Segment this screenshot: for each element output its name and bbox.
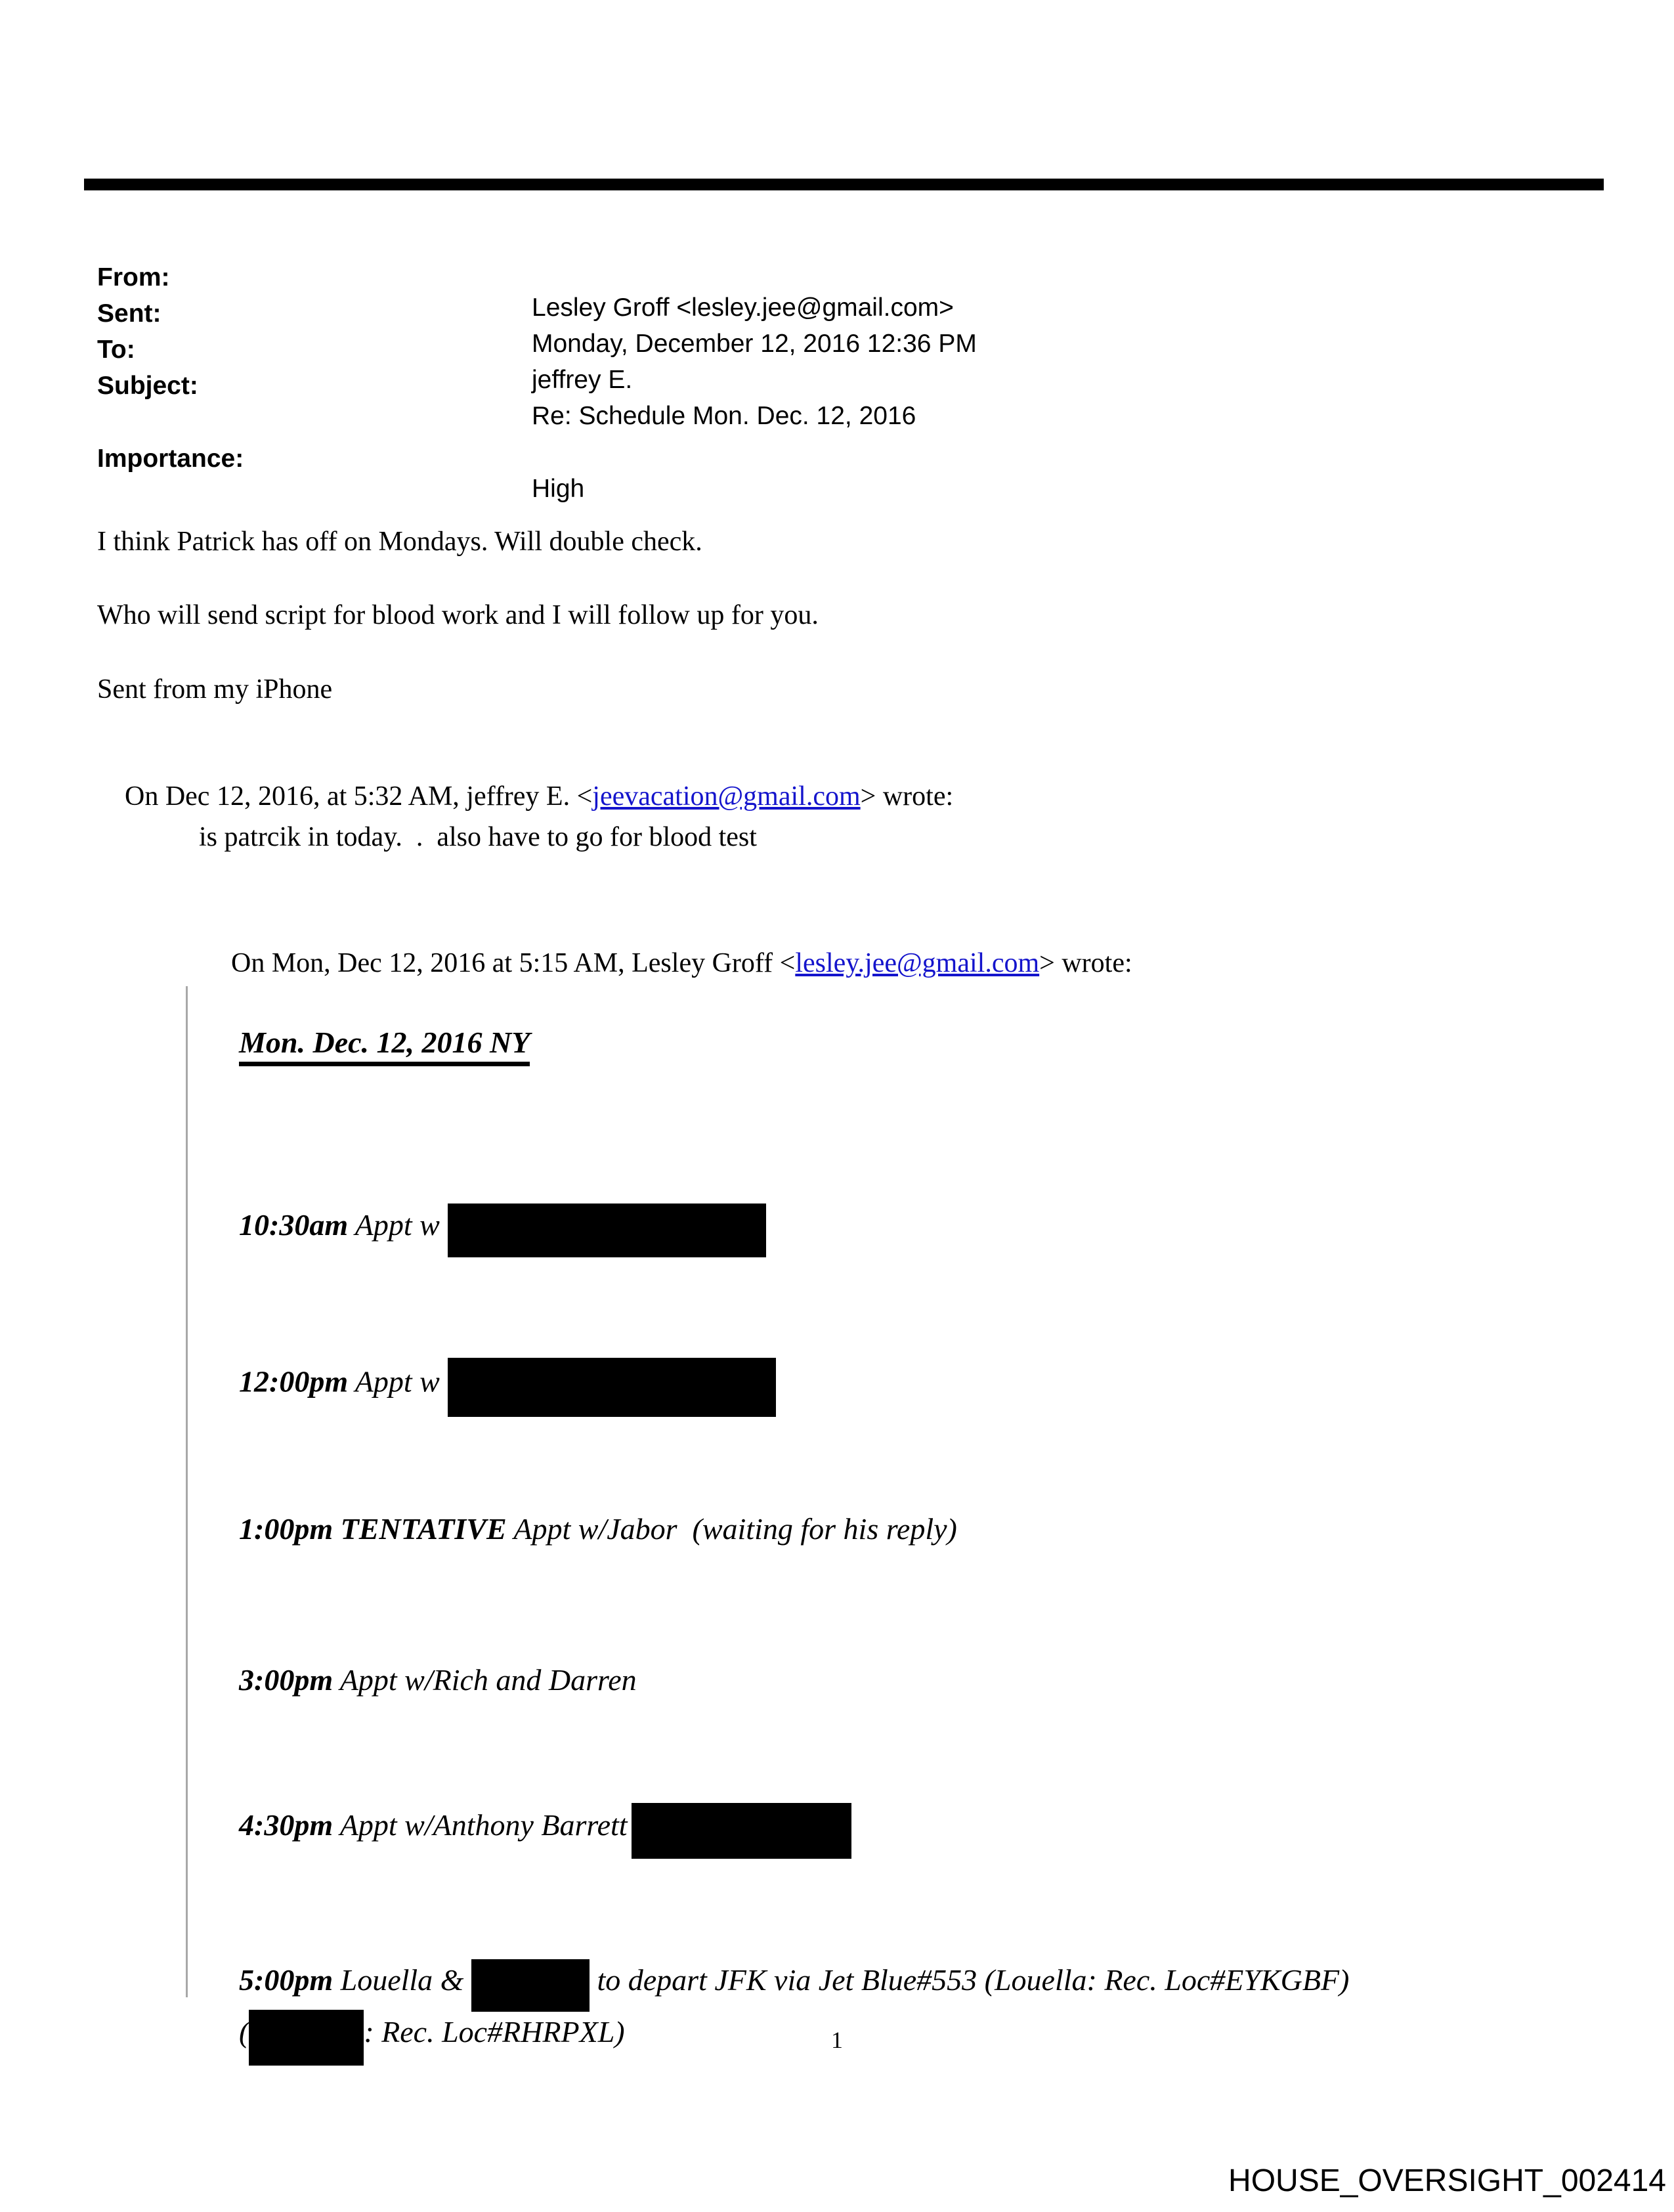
importance-value: High — [532, 475, 585, 503]
schedule-heading — [209, 990, 530, 1095]
subject-label: Subject: — [97, 372, 198, 400]
redaction-box — [632, 1803, 851, 1859]
email-link-jeevacation[interactable]: jeevacation@gmail.com — [592, 781, 861, 812]
entry-text: : Rec. Loc#RHRPXL) — [364, 2015, 625, 2049]
entry-text: Appt w — [348, 1364, 440, 1399]
entry-time: 4:30pm — [239, 1808, 333, 1842]
quoted-message-text: is patrcik in today. . also have to go for blood test — [199, 822, 757, 852]
entry-text: Appt w — [348, 1208, 440, 1242]
entry-time: 5:00pm — [239, 1963, 333, 1997]
to-label: To: — [97, 336, 135, 364]
entry-time: 10:30am — [239, 1208, 349, 1242]
header-row-importance — [0, 414, 1674, 534]
entry-time: 1:00pm — [239, 1512, 333, 1546]
from-label: From: — [97, 263, 170, 292]
entry-text: ( — [239, 2015, 249, 2049]
entry-text: Appt w/Jabor (waiting for his reply) — [506, 1512, 957, 1546]
schedule-heading-text: Mon. Dec. 12, 2016 NY — [239, 1026, 530, 1066]
schedule-entry-300pm — [209, 1607, 637, 1753]
quoted-header-1-prefix: On Dec 12, 2016, at 5:32 AM, jeffrey E. < — [125, 781, 593, 812]
schedule-entry-1200pm — [209, 1307, 776, 1463]
schedule-entry-1030am — [209, 1152, 766, 1303]
header-divider-rule — [84, 179, 1604, 190]
email-link-lesley[interactable]: lesley.jee@gmail.com — [795, 948, 1040, 978]
bates-stamp: HOUSE_OVERSIGHT_002414 — [1228, 2163, 1666, 2198]
to-value: jeffrey E. — [532, 366, 633, 394]
quoted-header-2-suffix: > wrote: — [1039, 948, 1132, 978]
sent-value: Monday, December 12, 2016 12:36 PM — [532, 330, 977, 358]
body-paragraph-1: I think Patrick has off on Mondays. Will double check. — [97, 527, 702, 557]
entry-time: 3:00pm — [239, 1663, 333, 1697]
quote-indent-line — [186, 986, 188, 1997]
schedule-entry-430pm — [209, 1752, 851, 1905]
entry-text: to depart JFK via Jet Blue#553 (Louella: Rec. Loc#EYKGBF) — [589, 1963, 1350, 1997]
quoted-header-2-prefix: On Mon, Dec 12, 2016 at 5:15 AM, Lesley Groff < — [231, 948, 796, 978]
body-paragraph-2: Who will send script for blood work and I will follow up for you. — [97, 600, 819, 630]
from-value: Lesley Groff <lesley.jee@gmail.com> — [532, 293, 954, 322]
entry-text: Appt w/Rich and Darren — [333, 1663, 637, 1697]
entry-text: Louella & — [333, 1963, 471, 1997]
redaction-box — [448, 1204, 766, 1257]
schedule-entry-100pm — [209, 1456, 957, 1602]
subject-value: Re: Schedule Mon. Dec. 12, 2016 — [532, 402, 916, 430]
quoted-header-1-suffix: > wrote: — [860, 781, 954, 812]
importance-label: Importance: — [97, 445, 244, 473]
page-number: 1 — [831, 2027, 843, 2053]
sent-label: Sent: — [97, 299, 161, 328]
redaction-box — [448, 1358, 776, 1417]
entry-text: Appt w/Anthony Barrett — [333, 1808, 628, 1842]
entry-time: 12:00pm — [239, 1364, 349, 1399]
entry-tentative-flag: TENTATIVE — [333, 1512, 507, 1546]
signature-line: Sent from my iPhone — [97, 674, 333, 705]
